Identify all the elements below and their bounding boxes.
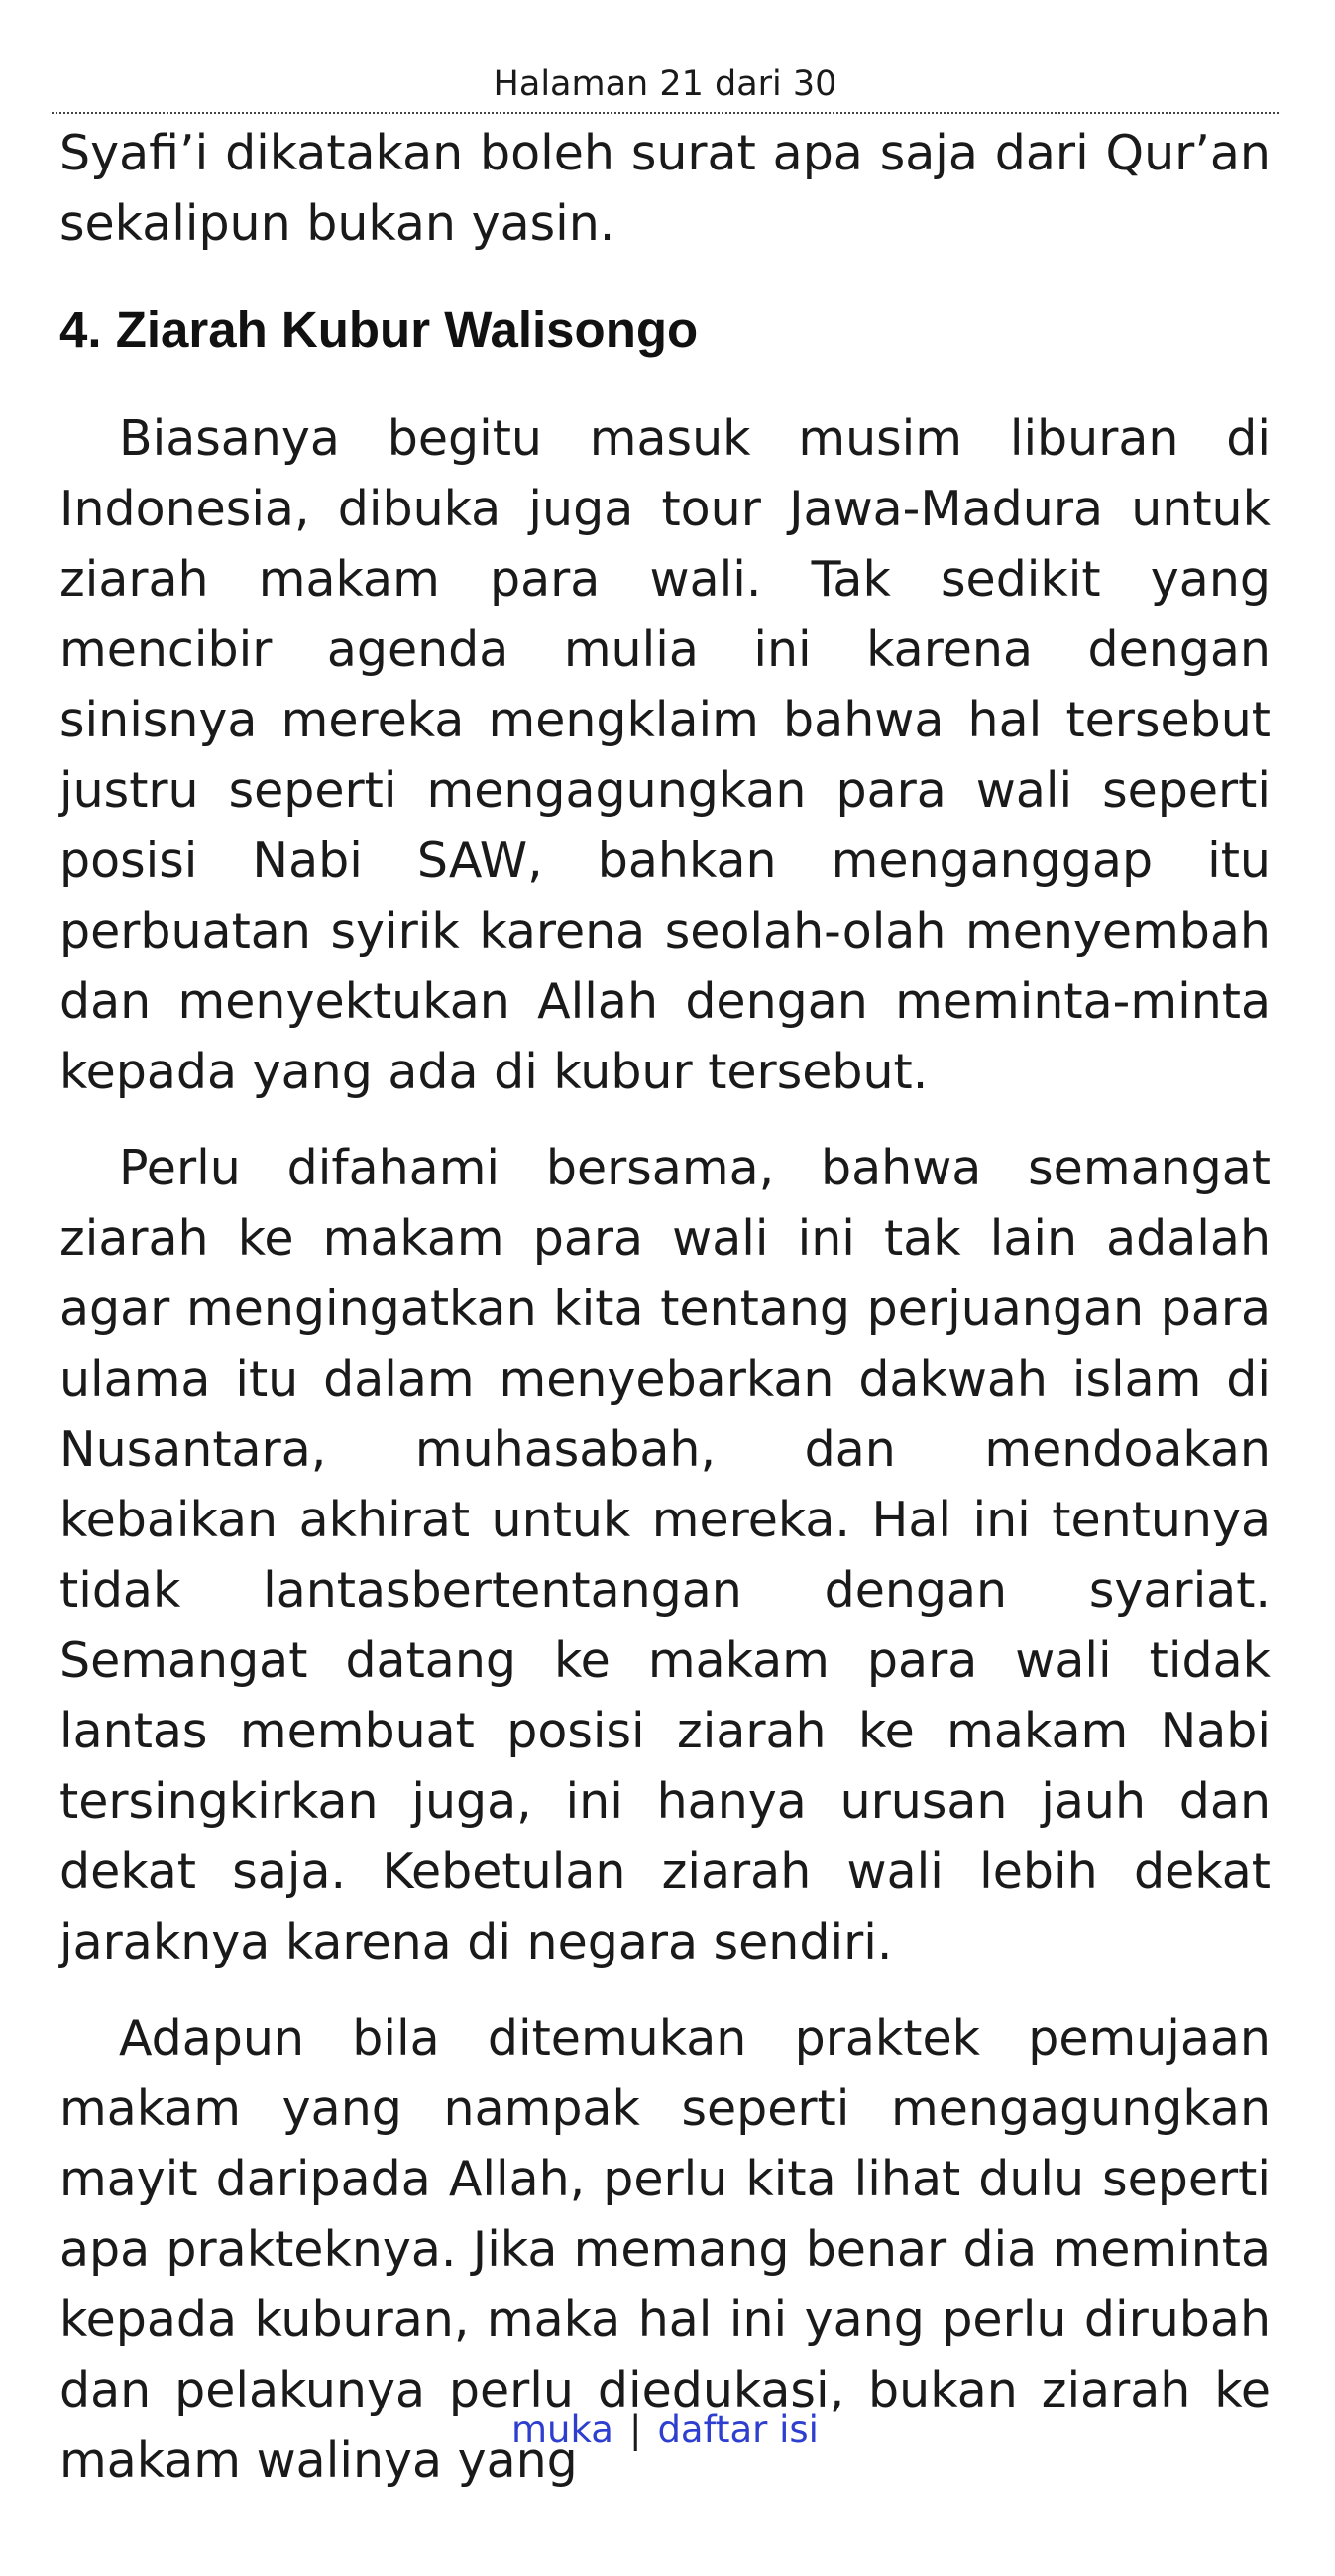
home-link[interactable]: muka [511,2408,613,2451]
section-heading: 4. Ziarah Kubur Walisongo [59,301,699,358]
footer-separator: | [628,2408,642,2451]
page-footer-nav [52,2404,1279,2457]
header-divider [52,112,1279,114]
table-of-contents-link[interactable]: daftar isi [657,2408,819,2451]
body-paragraph-1: Biasanya begitu masuk musim liburan di Indonesia, dibuka juga tour Jawa-Madura untuk ziarah makam para wali. Tak sedikit yang mencibir agenda mulia ini karena dengan sinisnya mereka mengklaim bahwa hal tersebut justru seperti mengagungkan para wali seperti posisi Nabi SAW, bahkan menganggap itu perbuatan syirik karena seolah-olah menyembah dan menyektukan Allah dengan meminta-minta kepada yang ada di kubur tersebut. [59,410,1271,1100]
page-number-header: Halaman 21 dari 30 [493,64,837,104]
continuation-paragraph: Syafi’i dikatakan boleh surat apa saja dari Qur’an sekalipun bukan yasin. [59,125,1271,252]
body-paragraph-3: Adapun bila ditemukan praktek pemujaan makam yang nampak seperti mengagungkan mayit daripada Allah, perlu kita lihat dulu seperti apa prakteknya. Jika memang benar dia meminta kepada kuburan, maka hal ini yang perlu dirubah dan pelakunya perlu diedukasi, bukan ziarah ke makam walinya yang [59,2010,1271,2489]
document-body [59,118,1271,2521]
body-paragraph-2: Perlu difahami bersama, bahwa semangat ziarah ke makam para wali ini tak lain adalah agar mengingatkan kita tentang perjuangan para ulama itu dalam menyebarkan dakwah islam di Nusantara, muhasabah, dan mendoakan kebaikan akhirat untuk mereka. Hal ini tentunya tidak lantasbertentangan dengan syariat. Semangat datang ke makam para wali tidak lantas membuat posisi ziarah ke makam Nabi tersingkirkan juga, ini hanya urusan jauh dan dekat saja. Kebetulan ziarah wali lebih dekat jaraknya karena di negara sendiri. [59,1140,1271,1970]
